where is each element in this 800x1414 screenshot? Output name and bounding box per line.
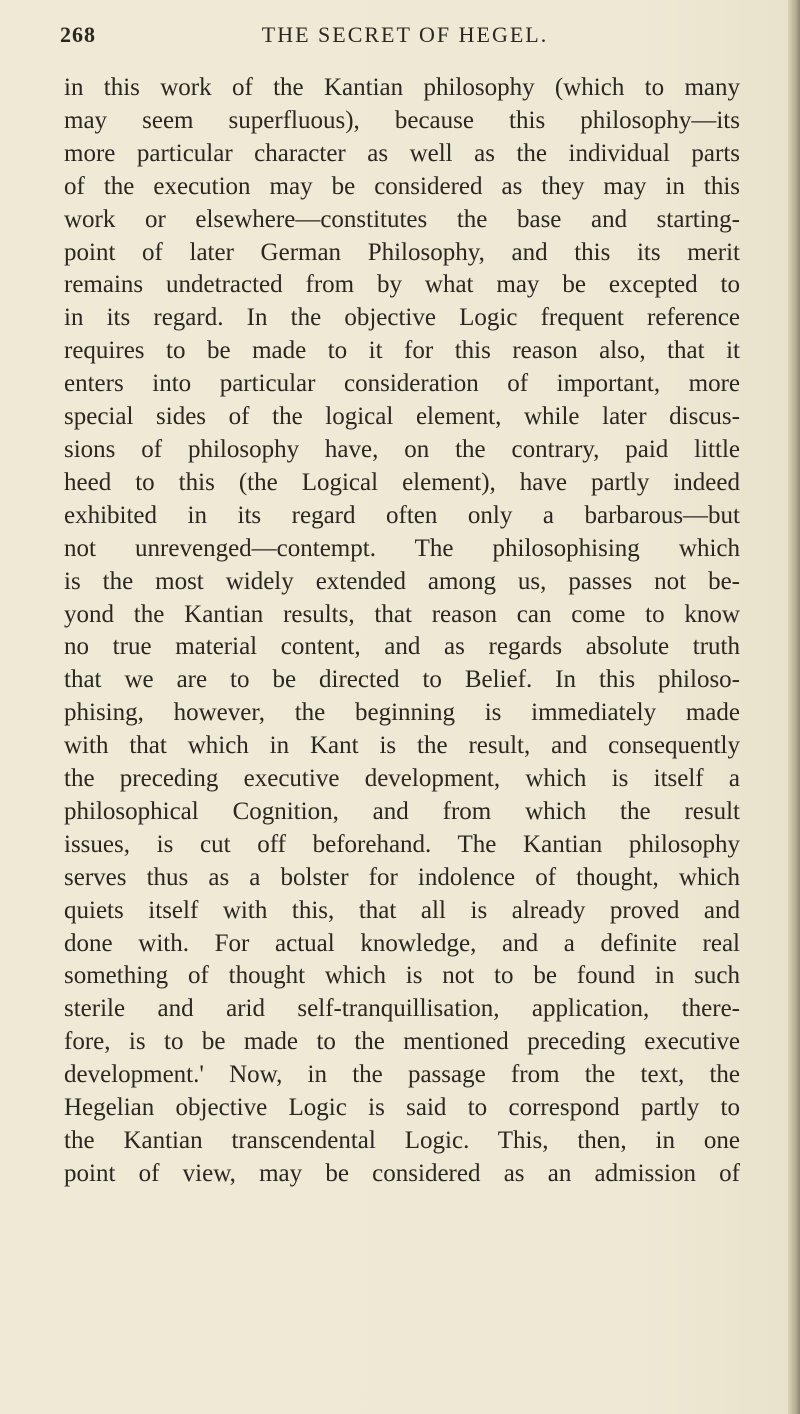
text-line: philosophical Cognition, and from which the result bbox=[64, 797, 740, 825]
text-line: phising, however, the beginning is immediately made bbox=[64, 699, 740, 727]
text-line: no true material content, and as regards absolute truth bbox=[64, 633, 740, 661]
body-text bbox=[64, 72, 740, 1191]
text-line: in this work of the Kantian philosophy (which to many bbox=[64, 74, 740, 101]
text-line: may seem superfluous), because this philosophy—its bbox=[64, 106, 740, 134]
text-line: remains undetracted from by what may be excepted to bbox=[64, 271, 740, 299]
text-line: with that which in Kant is the result, and consequently bbox=[64, 732, 740, 760]
text-line: sterile and arid self-tranquillisation, application, there- bbox=[64, 995, 740, 1023]
text-line: more particular character as well as the individual parts bbox=[64, 139, 740, 167]
text-line: exhibited in its regard often only a barbarous—but bbox=[64, 501, 740, 529]
text-line: serves thus as a bolster for indolence of thought, which bbox=[64, 863, 740, 891]
running-head: THE SECRET OF HEGEL. bbox=[261, 22, 549, 47]
text-line: is the most widely extended among us, passes not be- bbox=[64, 567, 740, 595]
text-line: special sides of the logical element, while later discus- bbox=[64, 403, 740, 431]
text-line: heed to this (the Logical element), have partly indeed bbox=[64, 468, 740, 496]
text-line: development.' Now, in the passage from the text, the bbox=[64, 1061, 740, 1089]
text-line: that we are to be directed to Belief. In this philoso- bbox=[64, 666, 740, 694]
text-line: point of later German Philosophy, and this its merit bbox=[64, 238, 740, 266]
text-line: fore, is to be made to the mentioned preceding executive bbox=[64, 1028, 740, 1056]
text-line: in its regard. In the objective Logic frequent reference bbox=[64, 304, 740, 332]
page-number: 268 bbox=[60, 22, 96, 47]
text-line: requires to be made to it for this reason also, that it bbox=[64, 337, 740, 365]
text-line: point of view, may be considered as an admission of bbox=[64, 1159, 740, 1187]
text-line: the preceding executive development, which is itself a bbox=[64, 765, 740, 793]
text-line: Hegelian objective Logic is said to correspond partly to bbox=[64, 1094, 740, 1122]
text-line: done with. For actual knowledge, and a definite real bbox=[64, 929, 740, 957]
text-line: enters into particular consideration of important, more bbox=[64, 370, 740, 398]
page-edge-shadow bbox=[788, 0, 800, 1414]
text-line: issues, is cut off beforehand. The Kantian philosophy bbox=[64, 830, 740, 858]
text-line: quiets itself with this, that all is already proved and bbox=[64, 896, 740, 924]
text-line: yond the Kantian results, that reason can come to know bbox=[64, 600, 740, 628]
text-line: of the execution may be considered as they may in this bbox=[64, 172, 740, 200]
text-line: work or elsewhere—constitutes the base and starting- bbox=[64, 205, 740, 233]
text-line: something of thought which is not to be found in such bbox=[64, 962, 740, 990]
page-header bbox=[60, 22, 750, 52]
text-line: the Kantian transcendental Logic. This, then, in one bbox=[64, 1127, 740, 1154]
text-line: not unrevenged—contempt. The philosophising which bbox=[64, 534, 740, 562]
text-line: sions of philosophy have, on the contrary, paid little bbox=[64, 435, 740, 463]
